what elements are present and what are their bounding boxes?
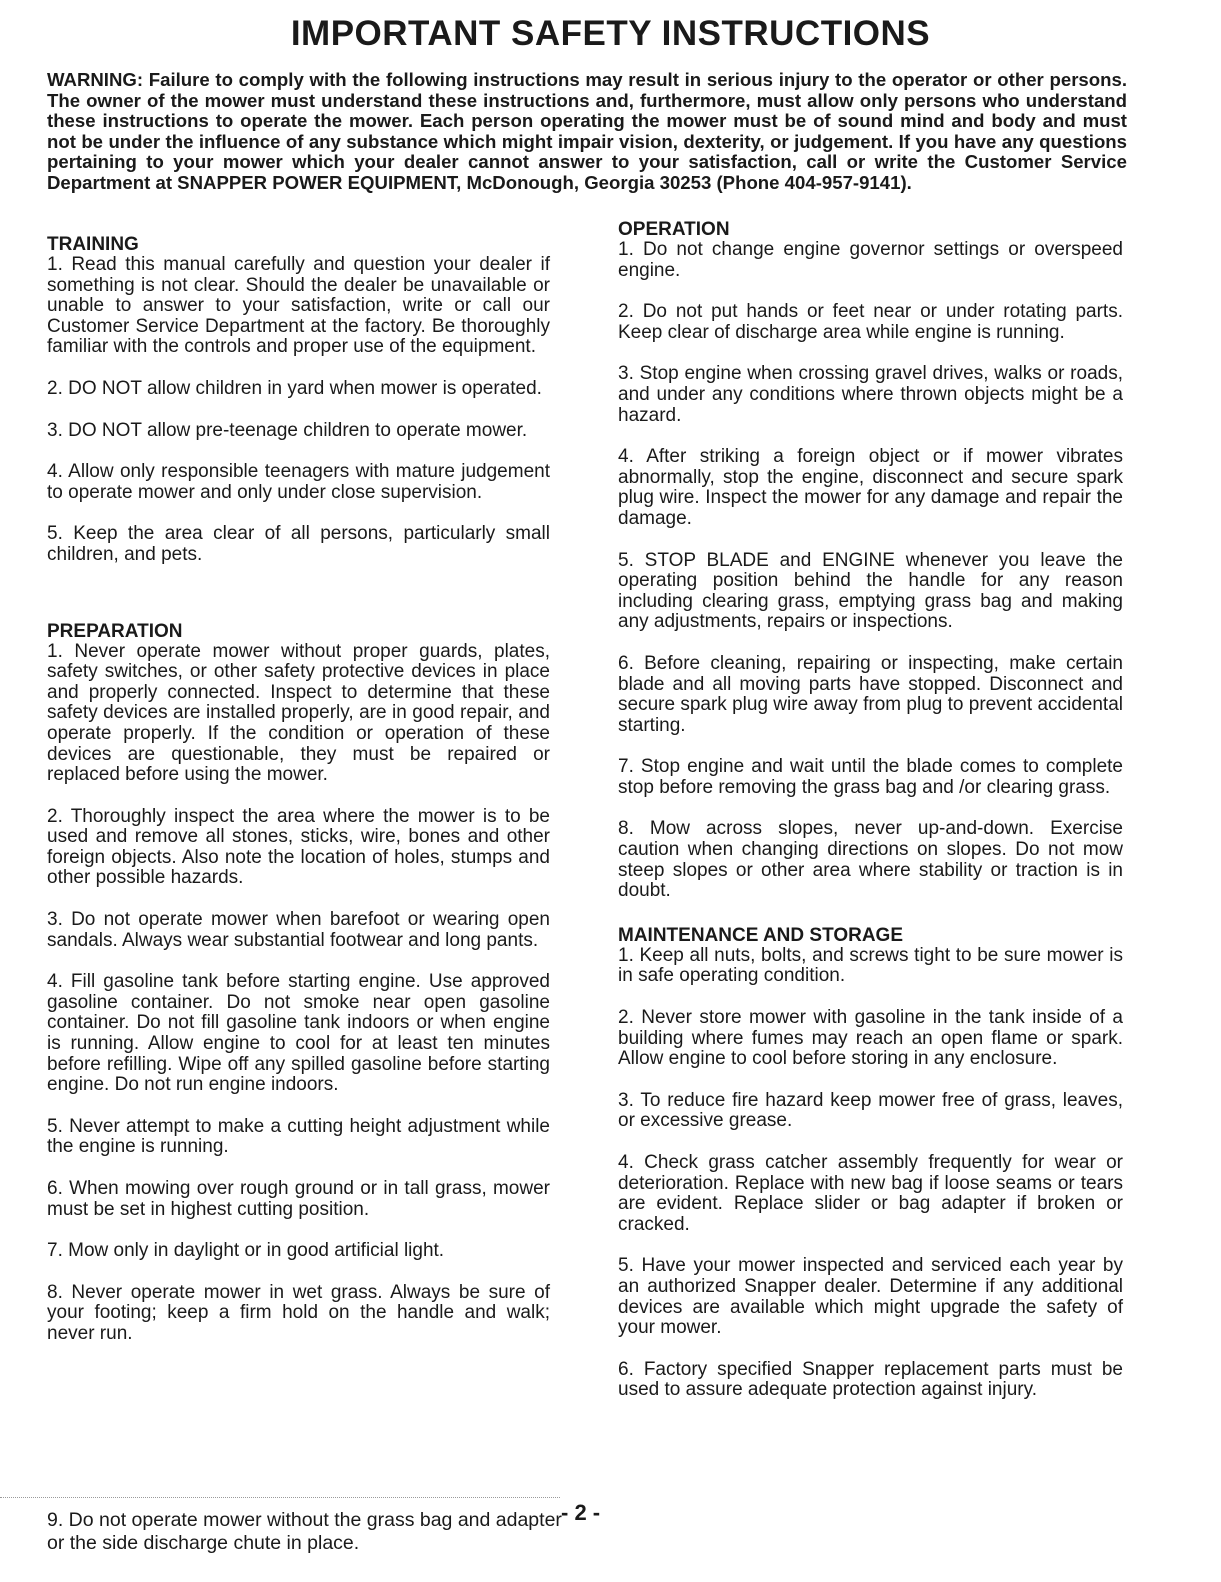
operation-item: 4. After striking a foreign object or if mower vibrates abnormally, stop the engine, disconnect and secure spark plug wire. Inspect the mower for any damage and repair the damage. <box>618 446 1123 529</box>
training-item: 3. DO NOT allow pre-teenage children to operate mower. <box>47 419 528 441</box>
operation-item: 5. STOP BLADE and ENGINE whenever you leave the operating position behind the handle for any reason including clearing grass, emptying grass bag and making any adjustments, repairs or inspections. <box>618 549 1123 633</box>
training-item: 4. Allow only responsible teenagers with mature judgement to operate mower and only under close supervision. <box>47 461 550 503</box>
operation-item: 7. Stop engine and wait until the blade comes to complete stop before removing the grass bag and /or clearing grass. <box>618 756 1123 798</box>
operation-item: 8. Mow across slopes, never up-and-down. Exercise caution when changing directions on slopes. Do not mow steep slopes or other area where stability or traction is in doubt. <box>618 818 1123 902</box>
preparation-item: 5. Never attempt to make a cutting height adjustment while the engine is running. <box>47 1115 550 1158</box>
maintenance-item: 1. Keep all nuts, bolts, and screws tight to be sure mower is in safe operating condition. <box>618 944 1123 987</box>
training-item: 5. Keep the area clear of all persons, particularly small children, and pets. <box>47 523 550 565</box>
maintenance-heading: MAINTENANCE AND STORAGE <box>618 924 904 946</box>
training-heading: TRAINING <box>47 234 139 255</box>
right-column <box>618 219 1123 1422</box>
training-item: 2. DO NOT allow children in yard when mower is operated. <box>47 377 542 399</box>
training-item: 1. Read this manual carefully and question your dealer if something is not clear. Should the dealer be unavailable or unable to answer to your satisfaction, write or call our Customer Service Department at the factory. Be thoroughly familiar with the controls and proper use of the equipment. <box>47 254 550 358</box>
operation-item: 2. Do not put hands or feet near or under rotating parts. Keep clear of discharge area while engine is running. <box>618 301 1123 343</box>
preparation-item: 1. Never operate mower without proper guards, plates, safety switches, or other safety protective devices in place and properly connected. Inspect to determine that these safety devices are installed properly, are in good repair, and operate properly. If the condition or operation of these devices are questionable, they must be repaired or replaced before using the mower. <box>47 640 550 786</box>
operation-item: 1. Do not change engine governor settings or overspeed engine. <box>618 239 1123 281</box>
left-column <box>47 234 550 1366</box>
preparation-item: 4. Fill gasoline tank before starting engine. Use approved gasoline container. Do not smoke near open gasoline container. Do not fill gasoline tank indoors or when engine is running. Allow engine to cool for at least ten minutes before refilling. Wipe off any spilled gasoline before starting engine. Do not run engine indoors. <box>47 971 550 1096</box>
preparation-item: 2. Thoroughly inspect the area where the mower is to be used and remove all stones, sticks, wire, bones and other foreign objects. Also note the location of holes, stumps and other possible hazards. <box>47 805 550 889</box>
maintenance-item: 4. Check grass catcher assembly frequently for wear or deterioration. Replace with new bag if loose seams or tears are evident. Replace slider or bag adapter if broken or cracked. <box>618 1152 1123 1235</box>
operation-item: 6. Before cleaning, repairing or inspecting, make certain blade and all moving parts have stopped. Disconnect and secure spark plug wire away from plug to prevent accidental starting. <box>618 652 1123 736</box>
operation-item: 3. Stop engine when crossing gravel drives, walks or roads, and under any conditions where thrown objects might be a hazard. <box>618 363 1123 426</box>
preparation-heading: PREPARATION <box>47 620 183 642</box>
page-number: - 2 - <box>561 1500 601 1525</box>
page-title: IMPORTANT SAFETY INSTRUCTIONS <box>290 14 931 53</box>
preparation-item: 3. Do not operate mower when barefoot or wearing open sandals. Always wear substantial footwear and long pants. <box>47 909 550 951</box>
preparation-item: 6. When mowing over rough ground or in tall grass, mower must be set in highest cutting position. <box>47 1178 550 1220</box>
preparation-item: 8. Never operate mower in wet grass. Always be sure of your footing; keep a firm hold on the handle and walk; never run. <box>47 1281 550 1344</box>
maintenance-item: 6. Factory specified Snapper replacement parts must be used to assure adequate protection against injury. <box>618 1358 1123 1401</box>
maintenance-item: 5. Have your mower inspected and serviced each year by an authorized Snapper dealer. Determine if any additional devices are available which might upgrade the safety of your mower. <box>618 1255 1123 1339</box>
section-spacer <box>47 587 550 621</box>
operation-heading: OPERATION <box>618 219 730 240</box>
maintenance-item: 2. Never store mower with gasoline in the tank inside of a building where fumes may reach an open flame or spark. Allow engine to cool before storing in any enclosure. <box>618 1007 1123 1070</box>
warning-paragraph: WARNING: Failure to comply with the following instructions may result in serious injury to the operator or other persons. The owner of the mower must understand these instructions and, furthermore, must allow only persons who understand these instructions to operate the mower. Each person operating the mower must be of sound mind and body and must not be under the influence of any substance which might impair vision, dexterity, or judgement. If you have any questions pertaining to your mower which your dealer cannot answer to your satisfaction, call or write the Customer Service Department at SNAPPER POWER EQUIPMENT, McDonough, Georgia 30253 (Phone 404-957-9141). <box>47 69 1127 193</box>
maintenance-item: 3. To reduce fire hazard keep mower free of grass, leaves, or excessive grease. <box>618 1089 1123 1132</box>
preparation-item: 7. Mow only in daylight or in good artificial light. <box>47 1240 445 1262</box>
preparation-item-footer: 9. Do not operate mower without the grass bag and adapter or the side discharge chute in place. <box>47 1509 562 1554</box>
footer-divider <box>0 1497 560 1498</box>
